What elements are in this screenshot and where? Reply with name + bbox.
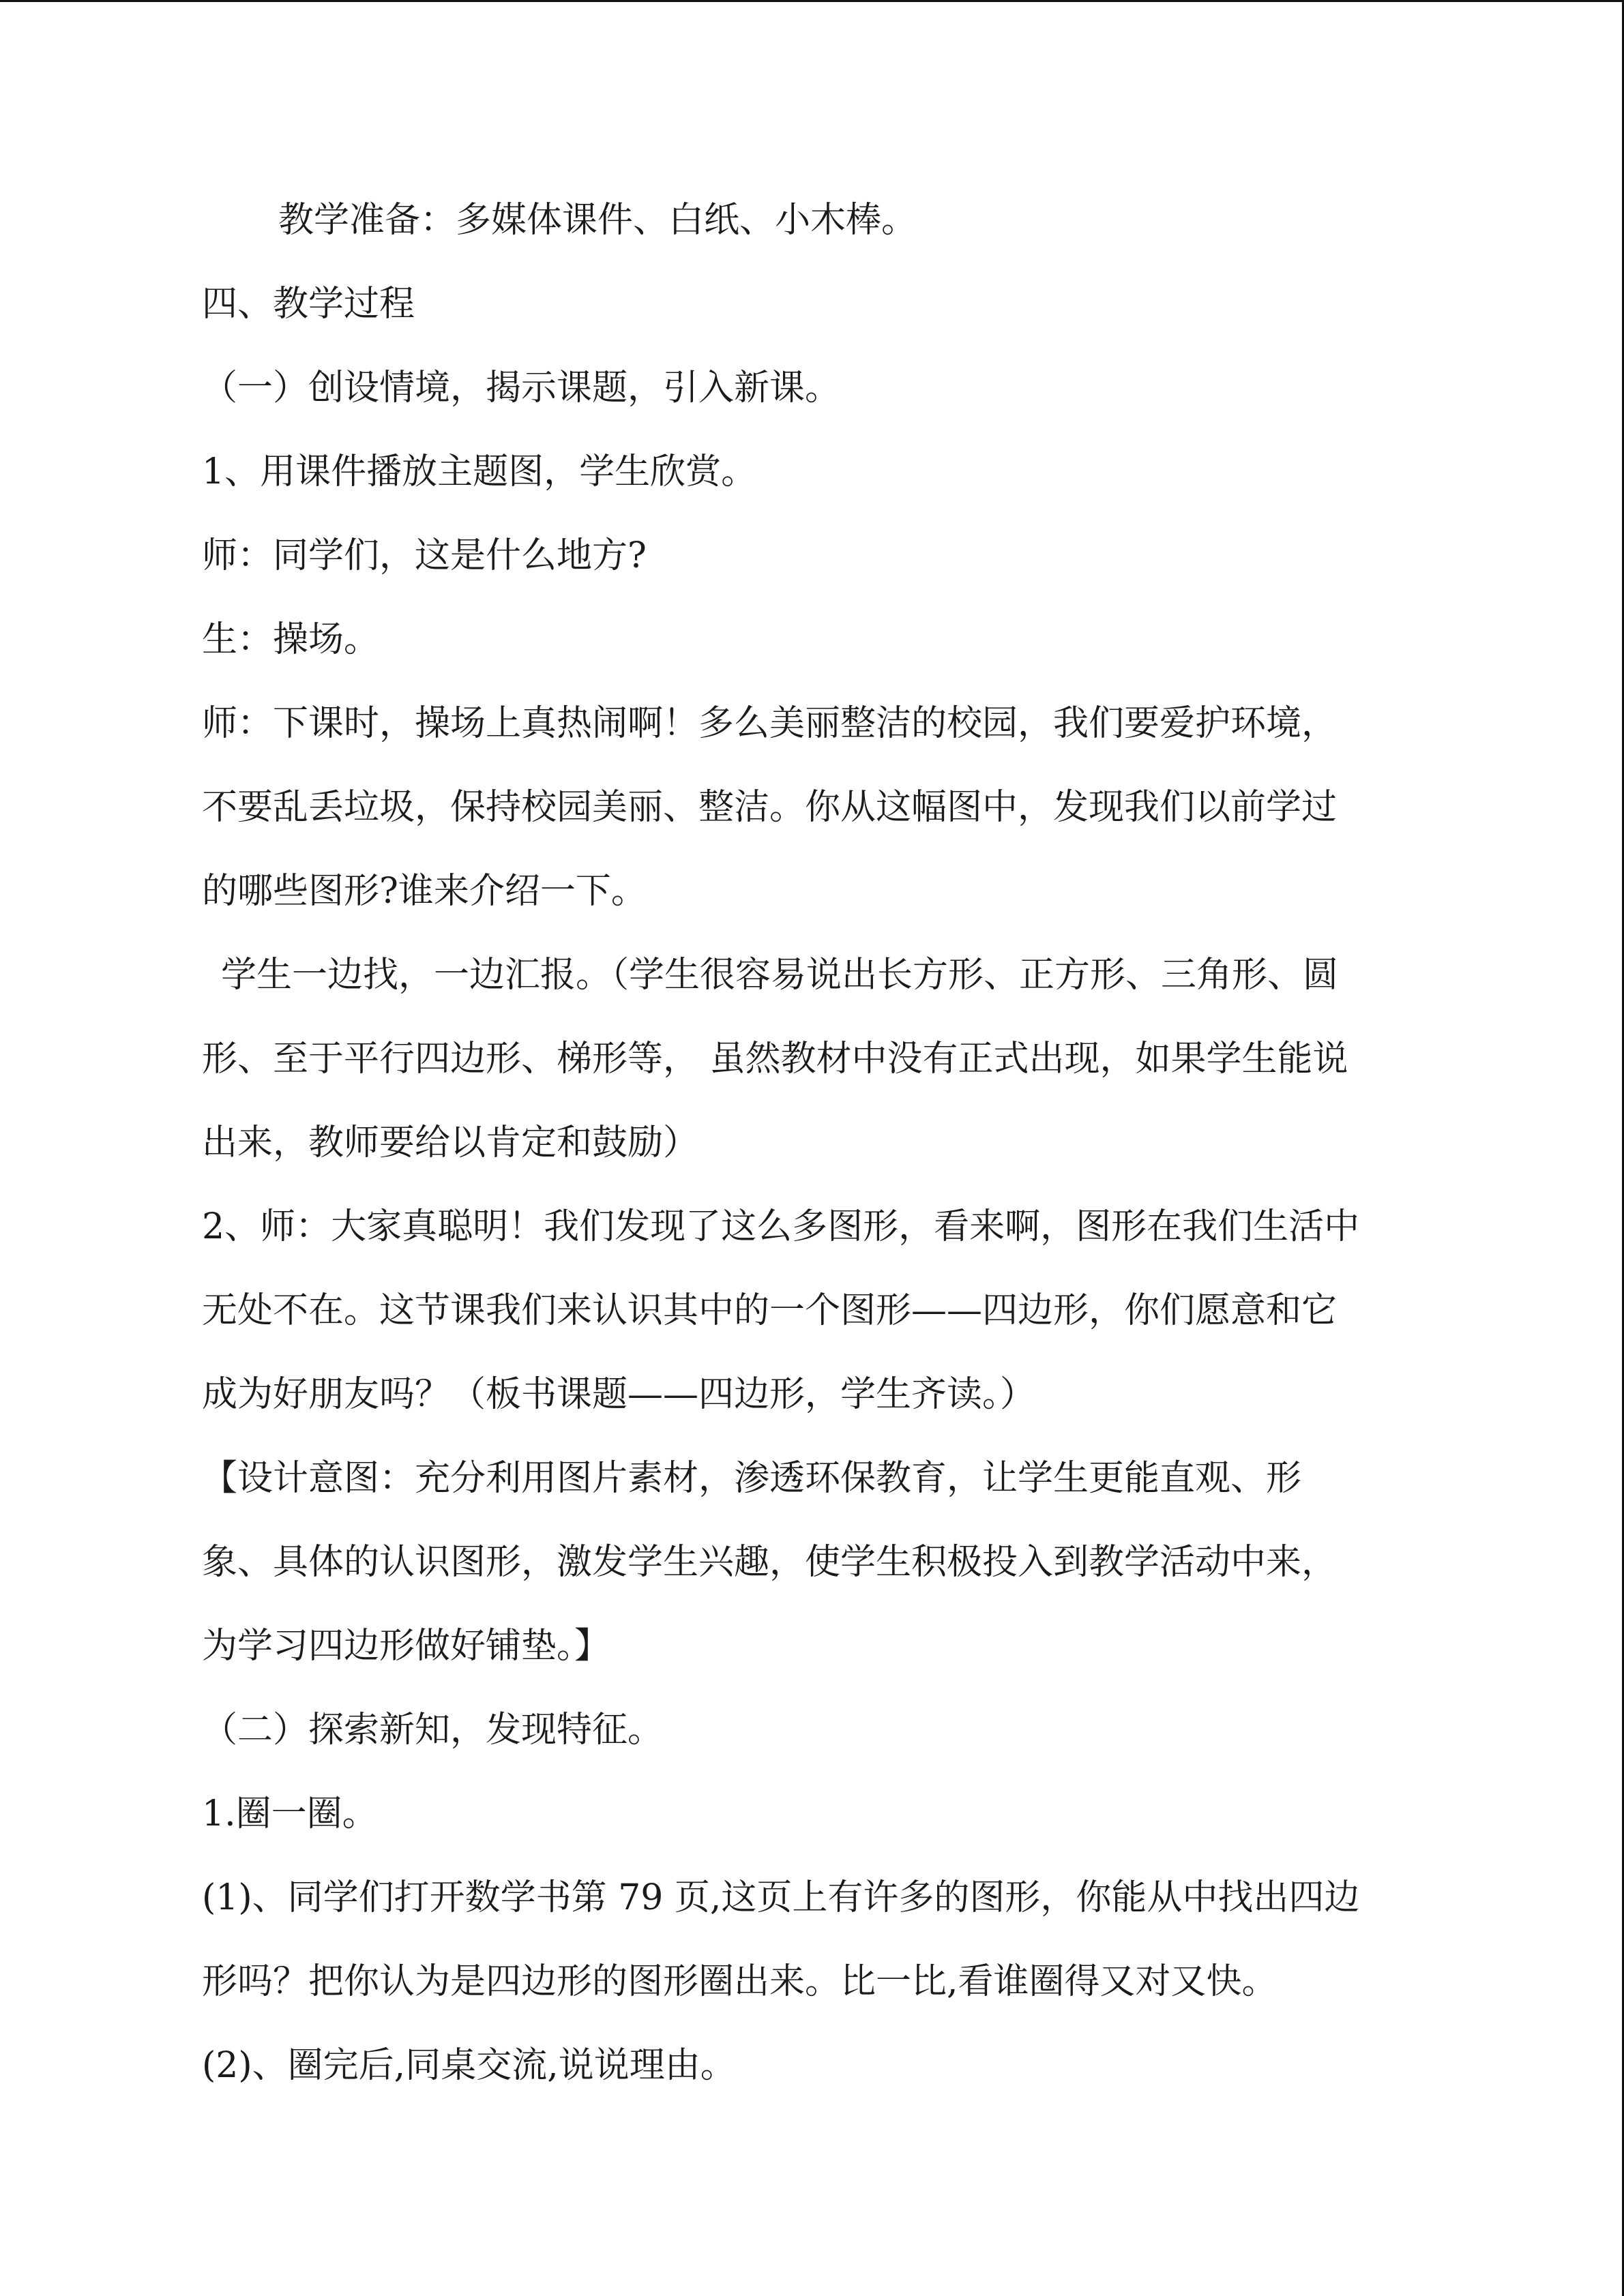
text-line: 学生一边找，一边汇报。（学生很容易说出长方形、正方形、三角形、圆 <box>221 955 1339 996</box>
subsection-heading-2: （二）探索新知，发现特征。 <box>202 1710 664 1750</box>
text-line: 形吗？把你认为是四边形的图形圈出来。比一比,看谁圈得又对又快。 <box>202 1961 1278 2002</box>
document-body <box>202 179 1457 2108</box>
subsection-heading-1: （一）创设情境，揭示课题，引入新课。 <box>202 368 841 408</box>
page-top-border <box>0 0 1624 2</box>
line-teaching-preparation: 教学准备：多媒体课件、白纸、小木棒。 <box>278 200 917 241</box>
design-intent-line: 【设计意图：充分利用图片素材，渗透环保教育，让学生更能直观、形 <box>202 1458 1302 1499</box>
text-line: 2、师：大家真聪明！我们发现了这么多图形，看来啊，图形在我们生活中 <box>202 1206 1360 1247</box>
text-line: 1.圈一圈。 <box>202 1793 378 1834</box>
text-line: 无处不在。这节课我们来认识其中的一个图形——四边形，你们愿意和它 <box>202 1290 1338 1331</box>
text-line: 不要乱丢垃圾，保持校园美丽、整洁。你从这幅图中，发现我们以前学过 <box>202 787 1338 828</box>
text-line: 1、用课件播放主题图，学生欣赏。 <box>202 451 757 492</box>
text-line: 生：操场。 <box>202 619 380 660</box>
section-heading-teaching-process: 四、教学过程 <box>202 284 415 325</box>
text-line: 成为好朋友吗？（板书课题——四边形，学生齐读。） <box>202 1374 1036 1415</box>
text-line: 出来，教师要给以肯定和鼓励） <box>202 1122 699 1163</box>
text-line: 师：同学们，这是什么地方? <box>202 535 647 576</box>
design-intent-line: 象、具体的认识图形，激发学生兴趣，使学生积极投入到教学活动中来， <box>202 1542 1338 1583</box>
text-line: 师：下课时，操场上真热闹啊！多么美丽整洁的校园，我们要爱护环境， <box>202 703 1338 744</box>
text-line: (1)、同学们打开数学书第 79 页,这页上有许多的图形，你能从中找出四边 <box>202 1877 1360 1918</box>
text-line: 的哪些图形?谁来介绍一下。 <box>202 871 647 912</box>
text-line: 形、至于平行四边形、梯形等， 虽然教材中没有正式出现，如果学生能说 <box>202 1039 1348 1079</box>
text-line: (2)、圈完后,同桌交流,说说理由。 <box>202 2045 736 2086</box>
design-intent-line: 为学习四边形做好铺垫。】 <box>202 1626 610 1667</box>
